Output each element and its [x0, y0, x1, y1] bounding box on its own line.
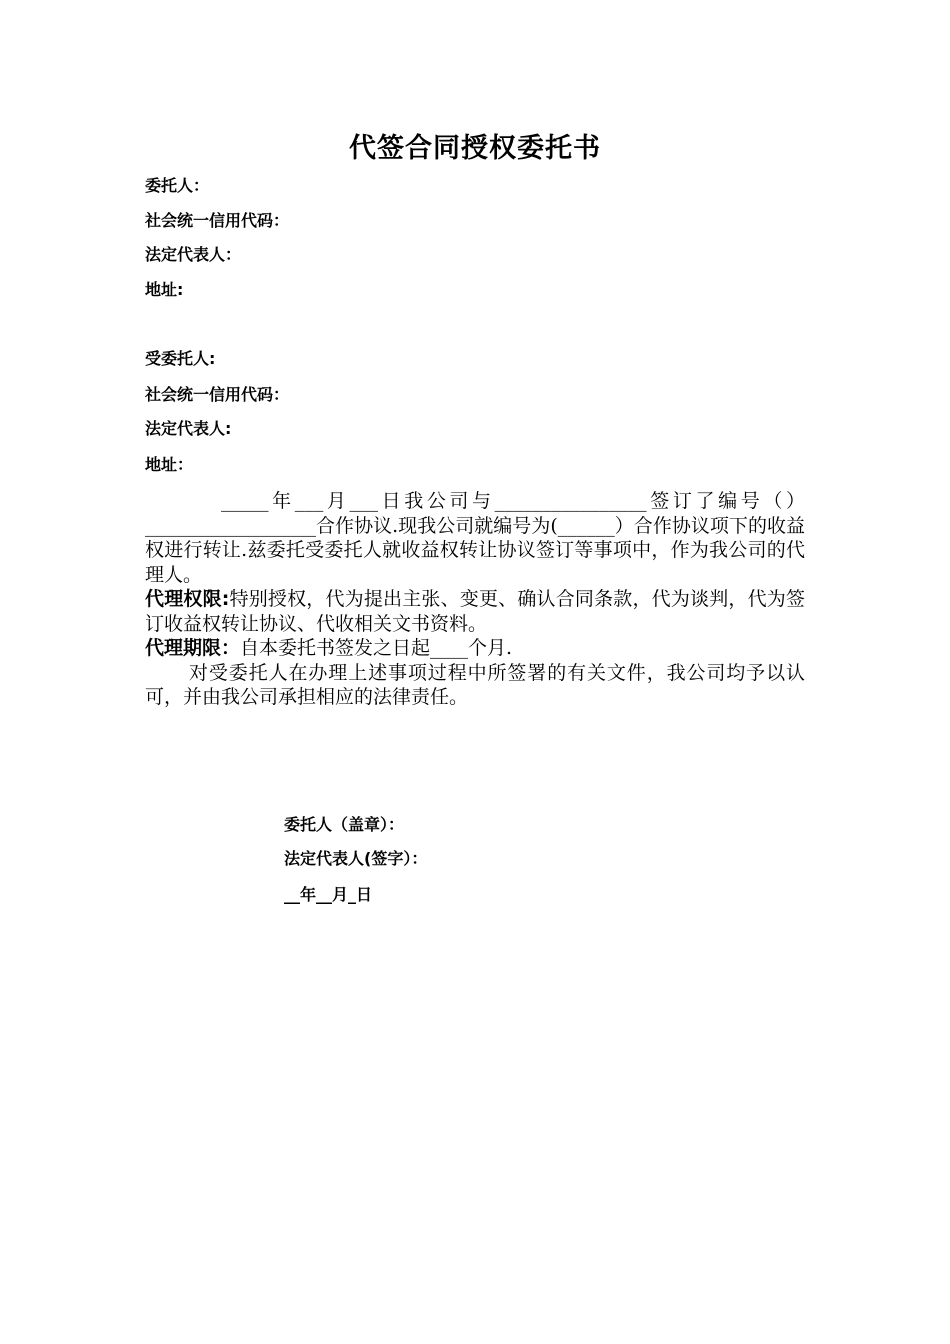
body-paragraph-liability: 对受委托人在办理上述事项过程中所签署的有关文件，我公司均予以认可，并由我公司承担相应的法律责任。 [145, 661, 805, 708]
agent-name-label: 受委托人: [145, 349, 216, 368]
authority-label: 代理权限: [145, 588, 230, 610]
agent-legal-rep-label: 法定代表人: [145, 419, 232, 438]
body-paragraph-authority [145, 587, 805, 636]
body-paragraph-term [145, 636, 805, 661]
authority-text: 特别授权，代为提出主张、变更、确认合同条款，代为谈判，代为签订收益权转让协议、代收相关文书资料。 [145, 588, 805, 635]
principal-name-label: 委托人： [145, 176, 210, 195]
document-title: 代签合同授权委托书 [349, 133, 601, 164]
body-paragraph-agreement: _____年___月___日我公司与________________签订了编号（）__________________合作协议.现我公司就编号为(______）合作协议项下的收益权进行转让.兹委托受委托人就收益权转让协议签订等事项中，作为我公司的代理人。 [145, 490, 805, 586]
principal-address-label: 地址: [145, 280, 184, 299]
signature-date: __年__月_日 [284, 885, 373, 904]
agent-credit-code-label: 社会统一信用代码： [145, 385, 290, 404]
term-label: 代理期限： [145, 637, 241, 659]
agent-address-label: 地址： [145, 455, 194, 474]
document-body [145, 489, 805, 710]
term-text: 自本委托书签发之日起____个月. [240, 637, 513, 659]
principal-seal-label: 委托人（盖章）： [284, 815, 405, 834]
legal-rep-signature-label: 法定代表人(签字）： [284, 849, 428, 868]
principal-legal-rep-label: 法定代表人： [145, 245, 242, 264]
principal-credit-code-label: 社会统一信用代码： [145, 211, 290, 230]
